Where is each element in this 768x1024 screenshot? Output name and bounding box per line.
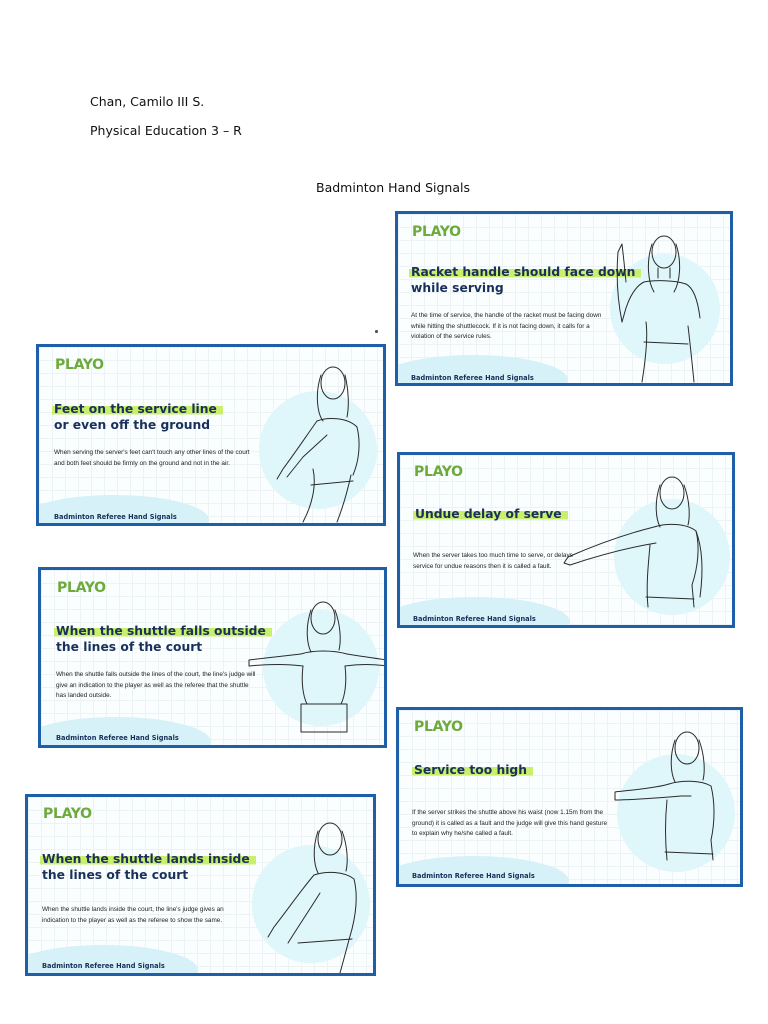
playo-logo: PLAYO bbox=[414, 719, 463, 735]
card-footer: Badminton Referee Hand Signals bbox=[413, 615, 536, 623]
card-headline bbox=[42, 851, 256, 883]
card-description: When the server takes too much time to serve, or delays service for undue reasons then it is called a fault. bbox=[413, 552, 573, 570]
signal-card-racket-handle bbox=[395, 211, 733, 386]
card-description: When the shuttle lands inside the court, the line's judge gives an indication to the player as well as the referee to show the same. bbox=[42, 906, 224, 924]
playo-logo: PLAYO bbox=[43, 806, 92, 822]
referee-pointing-inside-icon bbox=[258, 813, 376, 976]
card-description: When serving the server's feet can't touch any other lines of the court and both feet should be firmly on the ground and not in the air. bbox=[54, 449, 250, 467]
card-footer: Badminton Referee Hand Signals bbox=[42, 962, 165, 970]
referee-arms-outstretched-icon bbox=[241, 592, 387, 748]
playo-logo: PLAYO bbox=[412, 224, 461, 240]
card-headline bbox=[54, 401, 223, 433]
footer-wave bbox=[25, 945, 198, 976]
card-headline bbox=[415, 506, 568, 522]
headline-line-1: Feet on the service line bbox=[52, 402, 223, 416]
card-footer: Badminton Referee Hand Signals bbox=[412, 872, 535, 880]
footer-wave bbox=[36, 495, 209, 526]
headline-line-1: Racket handle should face down bbox=[409, 265, 641, 279]
referee-arm-extended-icon bbox=[560, 467, 730, 628]
playo-logo: PLAYO bbox=[414, 464, 463, 480]
headline-line-2: the lines of the court bbox=[56, 640, 203, 654]
referee-pointing-down-icon bbox=[267, 357, 386, 526]
card-headline bbox=[414, 762, 533, 778]
playo-logo: PLAYO bbox=[57, 580, 106, 596]
headline-line-2: or even off the ground bbox=[54, 418, 211, 432]
course-name: Physical Education 3 – R bbox=[90, 123, 242, 138]
signal-card-undue-delay bbox=[397, 452, 735, 628]
footer-wave bbox=[38, 717, 211, 748]
referee-hand-raised-icon bbox=[608, 222, 728, 386]
student-name: Chan, Camilo III S. bbox=[90, 94, 205, 109]
card-headline bbox=[56, 623, 272, 655]
card-footer: Badminton Referee Hand Signals bbox=[56, 734, 179, 742]
footer-wave bbox=[397, 597, 570, 628]
card-description: When the shuttle falls outside the lines of the court, the line's judge will give an indication to the player as well as the referee that the shuttle has landed outside. bbox=[56, 671, 256, 699]
signal-card-feet-on-line bbox=[36, 344, 386, 526]
headline-line-2: while serving bbox=[411, 281, 504, 295]
signal-card-shuttle-inside bbox=[25, 794, 376, 976]
card-description: At the time of service, the handle of the racket must be facing down while hitting the shuttlecock. If it is not facing down, it calls for a violation of the service rules. bbox=[411, 312, 602, 340]
card-headline bbox=[411, 264, 641, 296]
referee-arm-horizontal-icon bbox=[611, 724, 741, 884]
card-footer: Badminton Referee Hand Signals bbox=[54, 513, 177, 521]
stray-mark bbox=[375, 330, 378, 333]
signal-card-shuttle-outside bbox=[38, 567, 387, 748]
headline-line-1: When the shuttle lands inside bbox=[40, 852, 256, 866]
playo-logo: PLAYO bbox=[55, 357, 104, 373]
signal-card-service-too-high bbox=[396, 707, 743, 887]
headline-line-1: When the shuttle falls outside bbox=[54, 624, 272, 638]
card-description: If the server strikes the shuttle above his waist (now 1.15m from the ground) it is called as a fault and the judge will give this hand gesture to explain why he/she called a fault. bbox=[412, 809, 608, 837]
document-title: Badminton Hand Signals bbox=[316, 180, 470, 195]
headline-line-1: Service too high bbox=[412, 763, 533, 777]
headline-line-1: Undue delay of serve bbox=[413, 507, 568, 521]
card-footer: Badminton Referee Hand Signals bbox=[411, 374, 534, 382]
headline-line-2: the lines of the court bbox=[42, 868, 189, 882]
